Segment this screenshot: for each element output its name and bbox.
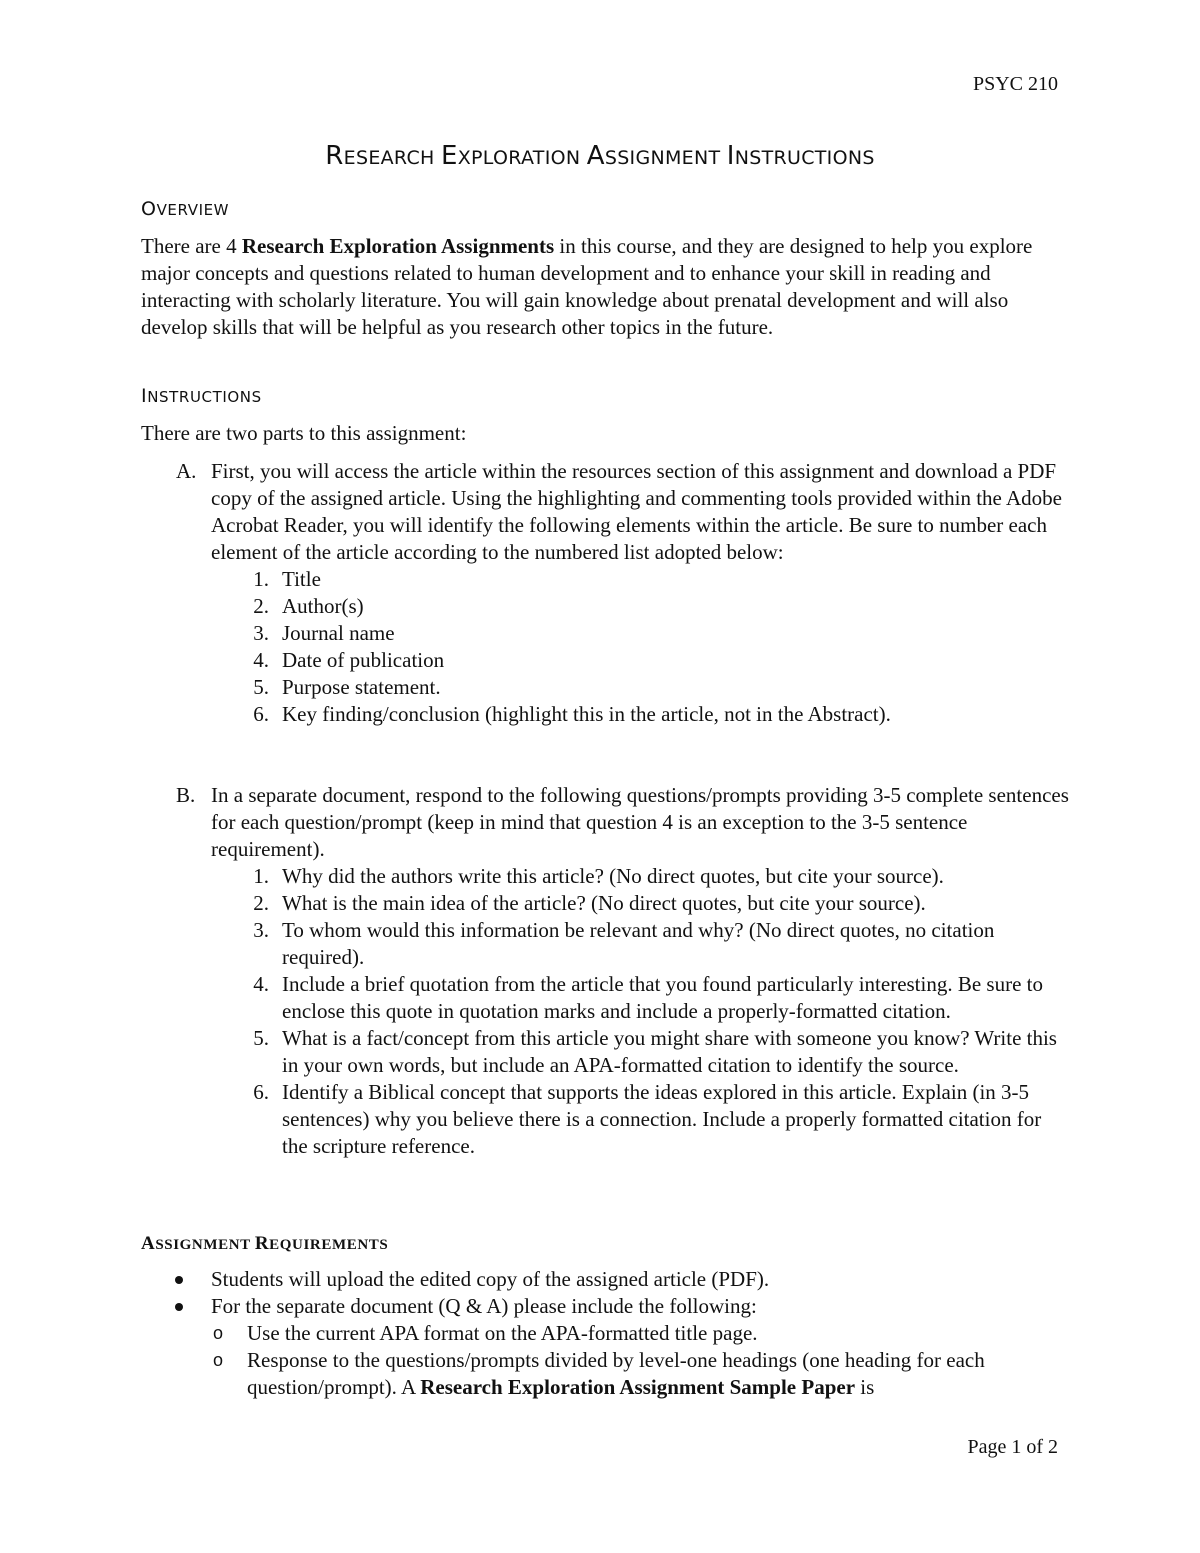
title-initial: E — [440, 141, 458, 171]
heading-initial: A — [141, 1233, 156, 1254]
hollow-bullet-icon: o — [213, 1323, 224, 1343]
list-item — [141, 620, 1071, 647]
overview-heading — [141, 196, 229, 224]
list-label: B. — [176, 783, 196, 807]
part-a-sublist — [141, 566, 1071, 728]
list-bold-term: Research Exploration Assignment Sample Paper — [420, 1375, 856, 1399]
list-item — [141, 863, 1071, 890]
list-item — [141, 1079, 1071, 1160]
title-initial: R — [325, 141, 344, 171]
title-word: NSTRUCTIONS — [734, 147, 875, 169]
overview-text: There are 4 — [141, 234, 242, 258]
part-b-text: In a separate document, respond to the following questions/prompts providing 3-5 complete sentences for each question/prompt (keep in mind that question 4 is an exception to the 3-5 sentence requirement). — [211, 783, 1069, 861]
list-text: What is the main idea of the article? (No direct quotes, but cite your source). — [282, 891, 926, 915]
list-text: Response to the questions/prompts divided by level-one headings (one heading for each question/prompt). A — [247, 1348, 985, 1399]
list-item — [141, 1025, 1071, 1079]
requirements-list — [141, 1266, 1071, 1401]
list-number: 6. — [253, 702, 269, 726]
list-number: 3. — [253, 918, 269, 942]
requirements-heading — [141, 1230, 388, 1259]
list-text: Title — [282, 567, 321, 591]
list-item — [141, 674, 1071, 701]
list-number: 1. — [253, 567, 269, 591]
instructions-heading — [141, 383, 262, 411]
overview-paragraph — [141, 233, 1061, 341]
title-word: XPLORATION — [457, 147, 587, 169]
bullet-icon — [175, 1303, 183, 1311]
overview-text: in this course, and they are designed to help you explore major concepts and questions related to human development and to enhance your skill in reading and interacting with scholarly literature. You will gain knowledge about prenatal development and will also develop skills that will be helpful as you research other topics in the future. — [141, 234, 1033, 339]
list-item — [141, 890, 1071, 917]
hollow-bullet-icon: o — [213, 1350, 224, 1370]
heading-rest: SSIGNMENT — [155, 1237, 255, 1253]
list-text: To whom would this information be relevant and why? (No direct quotes, no citation required). — [282, 918, 995, 969]
heading-rest: NSTRUCTIONS — [147, 388, 262, 406]
list-number: 1. — [253, 864, 269, 888]
list-text: Author(s) — [282, 594, 364, 618]
list-number: 5. — [253, 1026, 269, 1050]
title-initial: A — [586, 141, 605, 171]
list-item — [141, 647, 1071, 674]
heading-initial: O — [141, 198, 157, 220]
list-text: is — [855, 1375, 875, 1399]
list-text: Identify a Biblical concept that supports the ideas explored in this article. Explain (in 3-5 sentences) why you believe there is a connection. Include a properly formatted citation for the scripture reference. — [282, 1080, 1042, 1158]
list-text: Include a brief quotation from the article that you found particularly interesting. Be sure to enclose this quote in quotation marks and include a properly-formatted citation. — [282, 972, 1044, 1023]
list-text: For the separate document (Q & A) please include the following: — [211, 1294, 757, 1318]
list-item — [141, 917, 1071, 971]
list-text: Key finding/conclusion (highlight this in the article, not in the Abstract). — [282, 702, 891, 726]
list-item — [141, 1320, 1071, 1347]
title-word: ESEARCH — [343, 147, 441, 169]
list-text: Journal name — [282, 621, 395, 645]
bullet-icon — [175, 1276, 183, 1284]
list-number: 3. — [253, 621, 269, 645]
list-item — [141, 1266, 1071, 1293]
page-title — [0, 143, 1200, 172]
part-b — [141, 782, 1071, 1160]
list-text: Purpose statement. — [282, 675, 441, 699]
title-initial: I — [726, 141, 735, 171]
list-item — [141, 701, 1071, 728]
list-item — [141, 782, 1071, 863]
list-number: 5. — [253, 675, 269, 699]
heading-rest: EQUIREMENTS — [269, 1237, 389, 1253]
list-item — [141, 1293, 1071, 1320]
list-text: Date of publication — [282, 648, 445, 672]
part-a-text: First, you will access the article within the resources section of this assignment and download a PDF copy of the assigned article. Using the highlighting and commenting tools provided within the Adobe Acrobat Reader, you will identify the following elements within the article. Be sure to number each element of the article according to the numbered list adopted below: — [211, 459, 1062, 564]
list-number: 6. — [253, 1080, 269, 1104]
list-item — [141, 593, 1071, 620]
heading-rest: VERVIEW — [156, 201, 230, 219]
list-number: 2. — [253, 891, 269, 915]
list-number: 2. — [253, 594, 269, 618]
part-a — [141, 458, 1071, 728]
list-label: A. — [176, 459, 197, 483]
list-text: Students will upload the edited copy of the assigned article (PDF). — [211, 1267, 770, 1291]
list-text: Use the current APA format on the APA-formatted title page. — [247, 1321, 758, 1345]
overview-bold-term: Research Exploration Assignments — [241, 234, 555, 258]
instructions-intro: There are two parts to this assignment: — [141, 421, 467, 445]
list-number: 4. — [253, 648, 269, 672]
list-item — [141, 971, 1071, 1025]
title-word: SSIGNMENT — [604, 147, 727, 169]
heading-initial: I — [141, 385, 148, 407]
list-text: Why did the authors write this article? (No direct quotes, but cite your source). — [282, 864, 944, 888]
list-item — [141, 1347, 1071, 1401]
part-b-sublist — [141, 863, 1071, 1160]
heading-initial: R — [254, 1233, 270, 1254]
list-text: What is a fact/concept from this article you might share with someone you know? Write this in your own words, but include an APA-formatted citation to identify the source. — [282, 1026, 1057, 1077]
list-item — [141, 566, 1071, 593]
list-item — [141, 458, 1071, 566]
page-number: Page 1 of 2 — [967, 1436, 1058, 1458]
course-code: PSYC 210 — [972, 73, 1058, 95]
list-number: 4. — [253, 972, 269, 996]
